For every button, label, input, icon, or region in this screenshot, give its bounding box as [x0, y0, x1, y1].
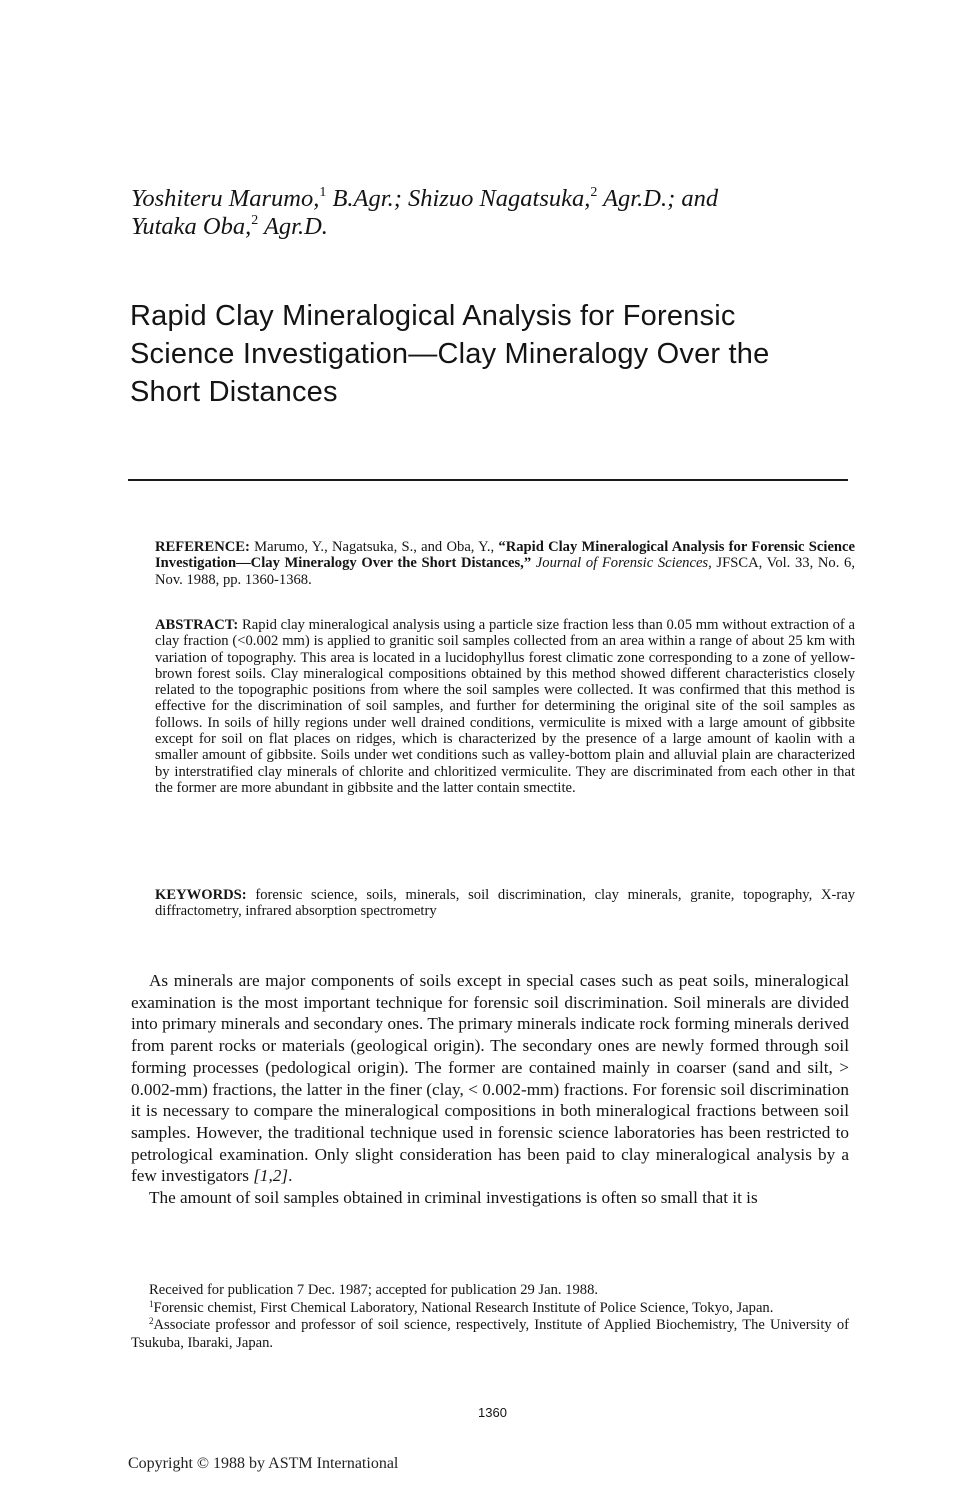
- footnote-text: Associate professor and professor of soil science, respectively, Institute of Applied Biochemistry, The University of Tsukuba, Ibaraki, Japan.: [131, 1317, 849, 1351]
- body-paragraph: [131, 970, 849, 1187]
- reference-authors: Marumo, Y., Nagatsuka, S., and Oba, Y.,: [249, 539, 499, 555]
- affiliation-mark: 2: [590, 185, 598, 200]
- affiliation-mark: 1: [319, 185, 327, 200]
- reference-journal: Journal of Forensic Sciences,: [531, 555, 712, 572]
- author-name: Yoshiteru Marumo,: [131, 185, 320, 212]
- citation: [1,2]: [253, 1166, 289, 1186]
- paragraph-end: .: [288, 1166, 293, 1186]
- received-note: Received for publication 7 Dec. 1987; accepted for publication 29 Jan. 1988.: [149, 1282, 599, 1298]
- affiliation-mark: 2: [251, 213, 259, 228]
- footnote-mark: 2: [149, 1316, 154, 1327]
- abstract-block: [155, 617, 855, 796]
- footnote-mark: 1: [149, 1298, 154, 1309]
- footnotes: [131, 1282, 849, 1352]
- keywords-label: KEYWORDS:: [155, 887, 247, 903]
- footnote-1: [131, 1300, 849, 1318]
- title-line: Science Investigation—Clay Mineralogy Over the: [130, 338, 770, 370]
- abstract-text: Rapid clay mineralogical analysis using a particle size fraction less than 0.05 mm without extraction of a clay fraction (<0.002 mm) is applied to granitic soil samples collected from an area within a range of about 25 km with variation of topography. This area is located in a lucidophyllus forest climatic zone corresponding to a zone of yellow-brown forest soils. Clay mineralogical compositions obtained by this method showed different characteristics closely related to the topographic positions from where the soil samples were collected. It was confirmed that this method is effective for the discrimination of soil samples, and further for determining the original site of the soil samples as follows. In soils of hilly regions under well drained conditions, vermiculite is mixed with a large amount of gibbsite except for soil on flat places on ridges, which is characterized by the presence of a large amount of kaolin with a smaller amount of gibbsite. Soils under wet conditions such as valley-bottom plain and alluvial plain are characterized by interstratified clay minerals of chlorite and chloritized vermiculite. They are discriminated from each other in that the former are more abundant in gibbsite and the latter contain smectite.: [155, 617, 855, 796]
- reference-details: JFSCA, Vol. 33, No. 6, Nov. 1988, pp. 1360-1368.: [155, 555, 855, 588]
- body-text: [131, 970, 849, 1209]
- paper-title: [130, 297, 870, 411]
- author-degree: B.Agr.;: [332, 185, 402, 212]
- page-number: 1360: [478, 1405, 507, 1420]
- paragraph-text: As minerals are major components of soils except in special cases such as peat soils, mineralogical examination is the most important technique for forensic soil discrimination. Soil minerals are divided into primary minerals and secondary ones. The primary minerals indicate rock forming minerals derived from parent rocks or materials (geological origin). The secondary ones are newly formed through soil forming processes (pedological origin). The former are contained mainly in coarser (sand and silt, > 0.002-mm) fractions, the latter in the finer (clay, < 0.002-mm) fractions. For forensic soil discrimination it is necessary to compare the mineralogical compositions in both mineralogical fractions between soil samples. However, the traditional technique used in forensic science laboratories has been restricted to petrological examination. Only slight consideration has been paid to clay mineralogical analysis by a few investigators: [131, 971, 849, 1186]
- title-divider: [128, 479, 848, 481]
- author-byline: [131, 185, 851, 241]
- author-name: Shizuo Nagatsuka,: [408, 185, 591, 212]
- reference-article-title: “Rapid Clay Mineralogical Analysis for Forensic Science Investigation—Clay Mineralogy Over the Short Distances,”: [155, 539, 855, 572]
- keywords-block: [155, 887, 855, 920]
- author-degree: Agr.D.: [263, 213, 328, 240]
- title-line: Rapid Clay Mineralogical Analysis for Forensic: [130, 300, 736, 332]
- abstract-label: ABSTRACT:: [155, 617, 239, 633]
- title-line: Short Distances: [130, 376, 338, 408]
- body-paragraph: The amount of soil samples obtained in criminal investigations is often so small that it is: [149, 1188, 758, 1208]
- author-name: Yutaka Oba,: [131, 213, 252, 240]
- footnote-text: Forensic chemist, First Chemical Laboratory, National Research Institute of Police Science, Tokyo, Japan.: [153, 1299, 774, 1316]
- footnote-2: [131, 1317, 849, 1352]
- author-degree: Agr.D.; and: [603, 185, 719, 212]
- reference-label: REFERENCE:: [155, 539, 250, 555]
- copyright-notice: Copyright © 1988 by ASTM International: [128, 1455, 399, 1472]
- reference-block: [155, 539, 855, 588]
- keywords-text: forensic science, soils, minerals, soil discrimination, clay minerals, granite, topography, X-ray diffractometry, infrared absorption spectrometry: [155, 887, 855, 920]
